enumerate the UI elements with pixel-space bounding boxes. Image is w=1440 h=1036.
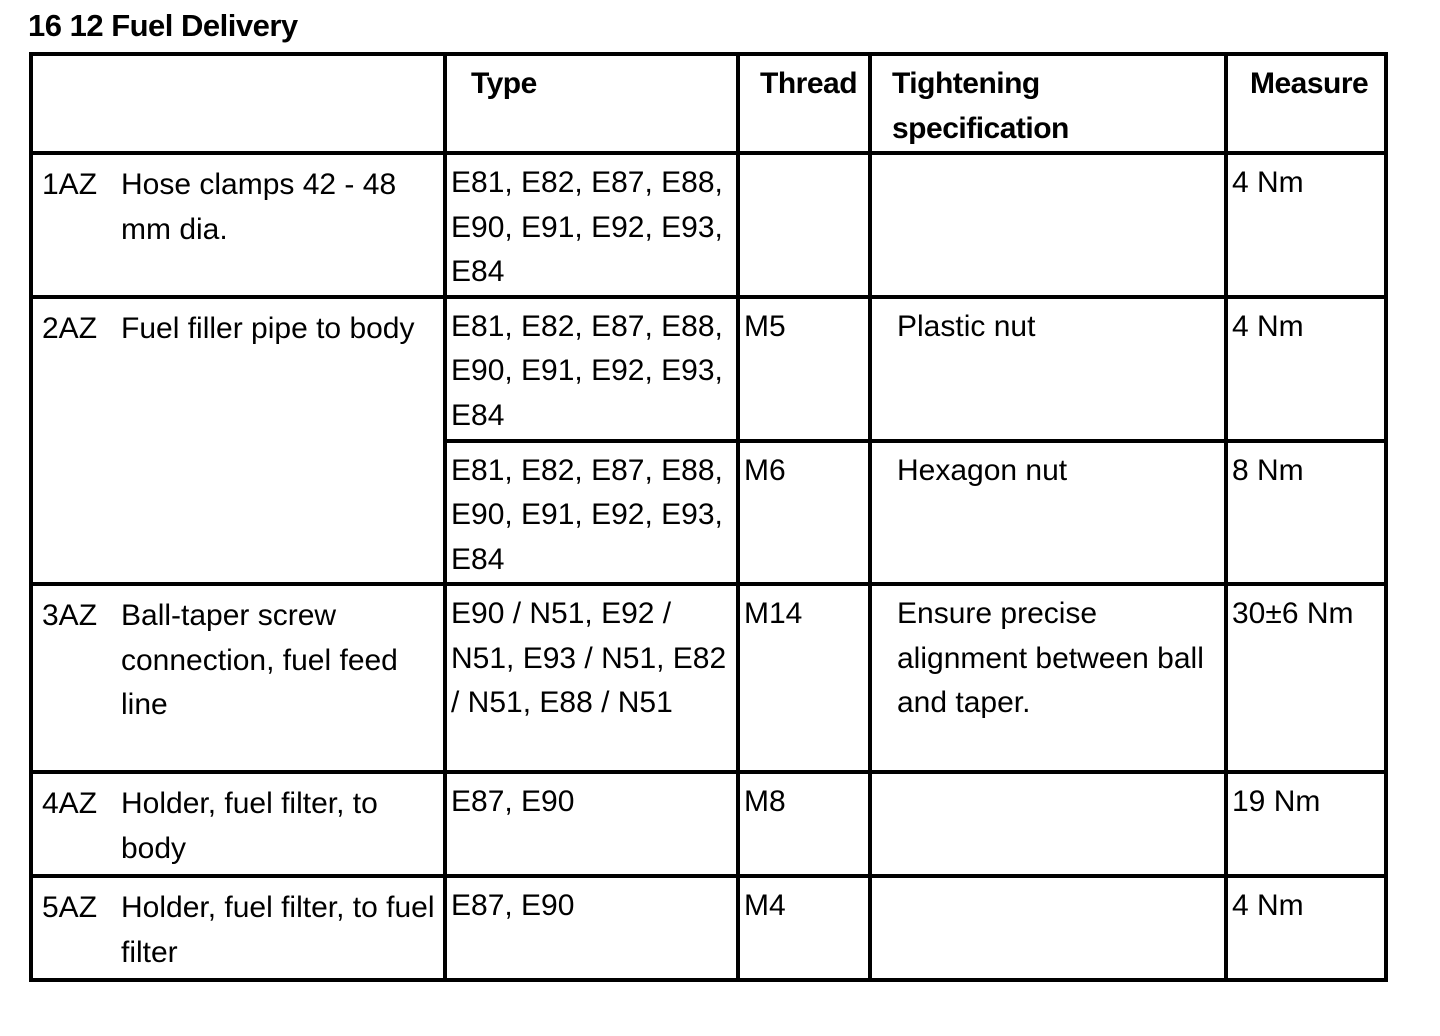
- row-type: E87, E90: [445, 772, 738, 876]
- row-thread: [738, 153, 870, 297]
- row-thread: M14: [738, 584, 870, 772]
- header-tightening: Tightening specification: [870, 54, 1226, 153]
- row-thread: M6: [738, 441, 870, 585]
- header-measure: Measure: [1226, 54, 1386, 153]
- row-thread: M5: [738, 297, 870, 441]
- row-tightening: [870, 876, 1226, 980]
- page-title: 16 12 Fuel Delivery: [28, 8, 298, 43]
- row-tightening: [870, 153, 1226, 297]
- table-row: [31, 772, 1386, 876]
- table-row: [31, 153, 1386, 297]
- table-row: [31, 297, 1386, 441]
- row-measure: 4 Nm: [1226, 876, 1386, 980]
- row-measure: 8 Nm: [1226, 441, 1386, 585]
- row-type: E81, E82, E87, E88, E90, E91, E92, E93, E84: [445, 153, 738, 297]
- row-description: Holder, fuel filter, to fuel filter: [121, 876, 445, 980]
- row-tightening: Plastic nut: [870, 297, 1226, 441]
- row-description: Ball-taper screw connection, fuel feed line: [121, 584, 445, 772]
- row-measure: 4 Nm: [1226, 297, 1386, 441]
- row-tightening: Hexagon nut: [870, 441, 1226, 585]
- row-description: Holder, fuel filter, to body: [121, 772, 445, 876]
- header-blank: [31, 54, 445, 153]
- row-type: E90 / N51, E92 / N51, E93 / N51, E82 / N51, E88 / N51: [445, 584, 738, 772]
- row-description: Hose clamps 42 - 48 mm dia.: [121, 153, 445, 297]
- row-code: 4AZ: [31, 772, 121, 876]
- row-code: 2AZ: [31, 297, 121, 585]
- row-measure: 4 Nm: [1226, 153, 1386, 297]
- row-tightening: [870, 772, 1226, 876]
- row-measure: 30±6 Nm: [1226, 584, 1386, 772]
- torque-spec-table: [29, 52, 1388, 982]
- header-type: Type: [445, 54, 738, 153]
- row-thread: M8: [738, 772, 870, 876]
- row-type: E81, E82, E87, E88, E90, E91, E92, E93, E84: [445, 441, 738, 585]
- table-header-row: [31, 54, 1386, 153]
- row-description: Fuel filler pipe to body: [121, 297, 445, 585]
- row-measure: 19 Nm: [1226, 772, 1386, 876]
- table-row: [31, 584, 1386, 772]
- table-row: [31, 876, 1386, 980]
- row-code: 1AZ: [31, 153, 121, 297]
- row-code: 3AZ: [31, 584, 121, 772]
- row-type: E87, E90: [445, 876, 738, 980]
- header-thread: Thread: [738, 54, 870, 153]
- row-code: 5AZ: [31, 876, 121, 980]
- row-thread: M4: [738, 876, 870, 980]
- row-type: E81, E82, E87, E88, E90, E91, E92, E93, E84: [445, 297, 738, 441]
- row-tightening: Ensure precise alignment between ball and taper.: [870, 584, 1226, 772]
